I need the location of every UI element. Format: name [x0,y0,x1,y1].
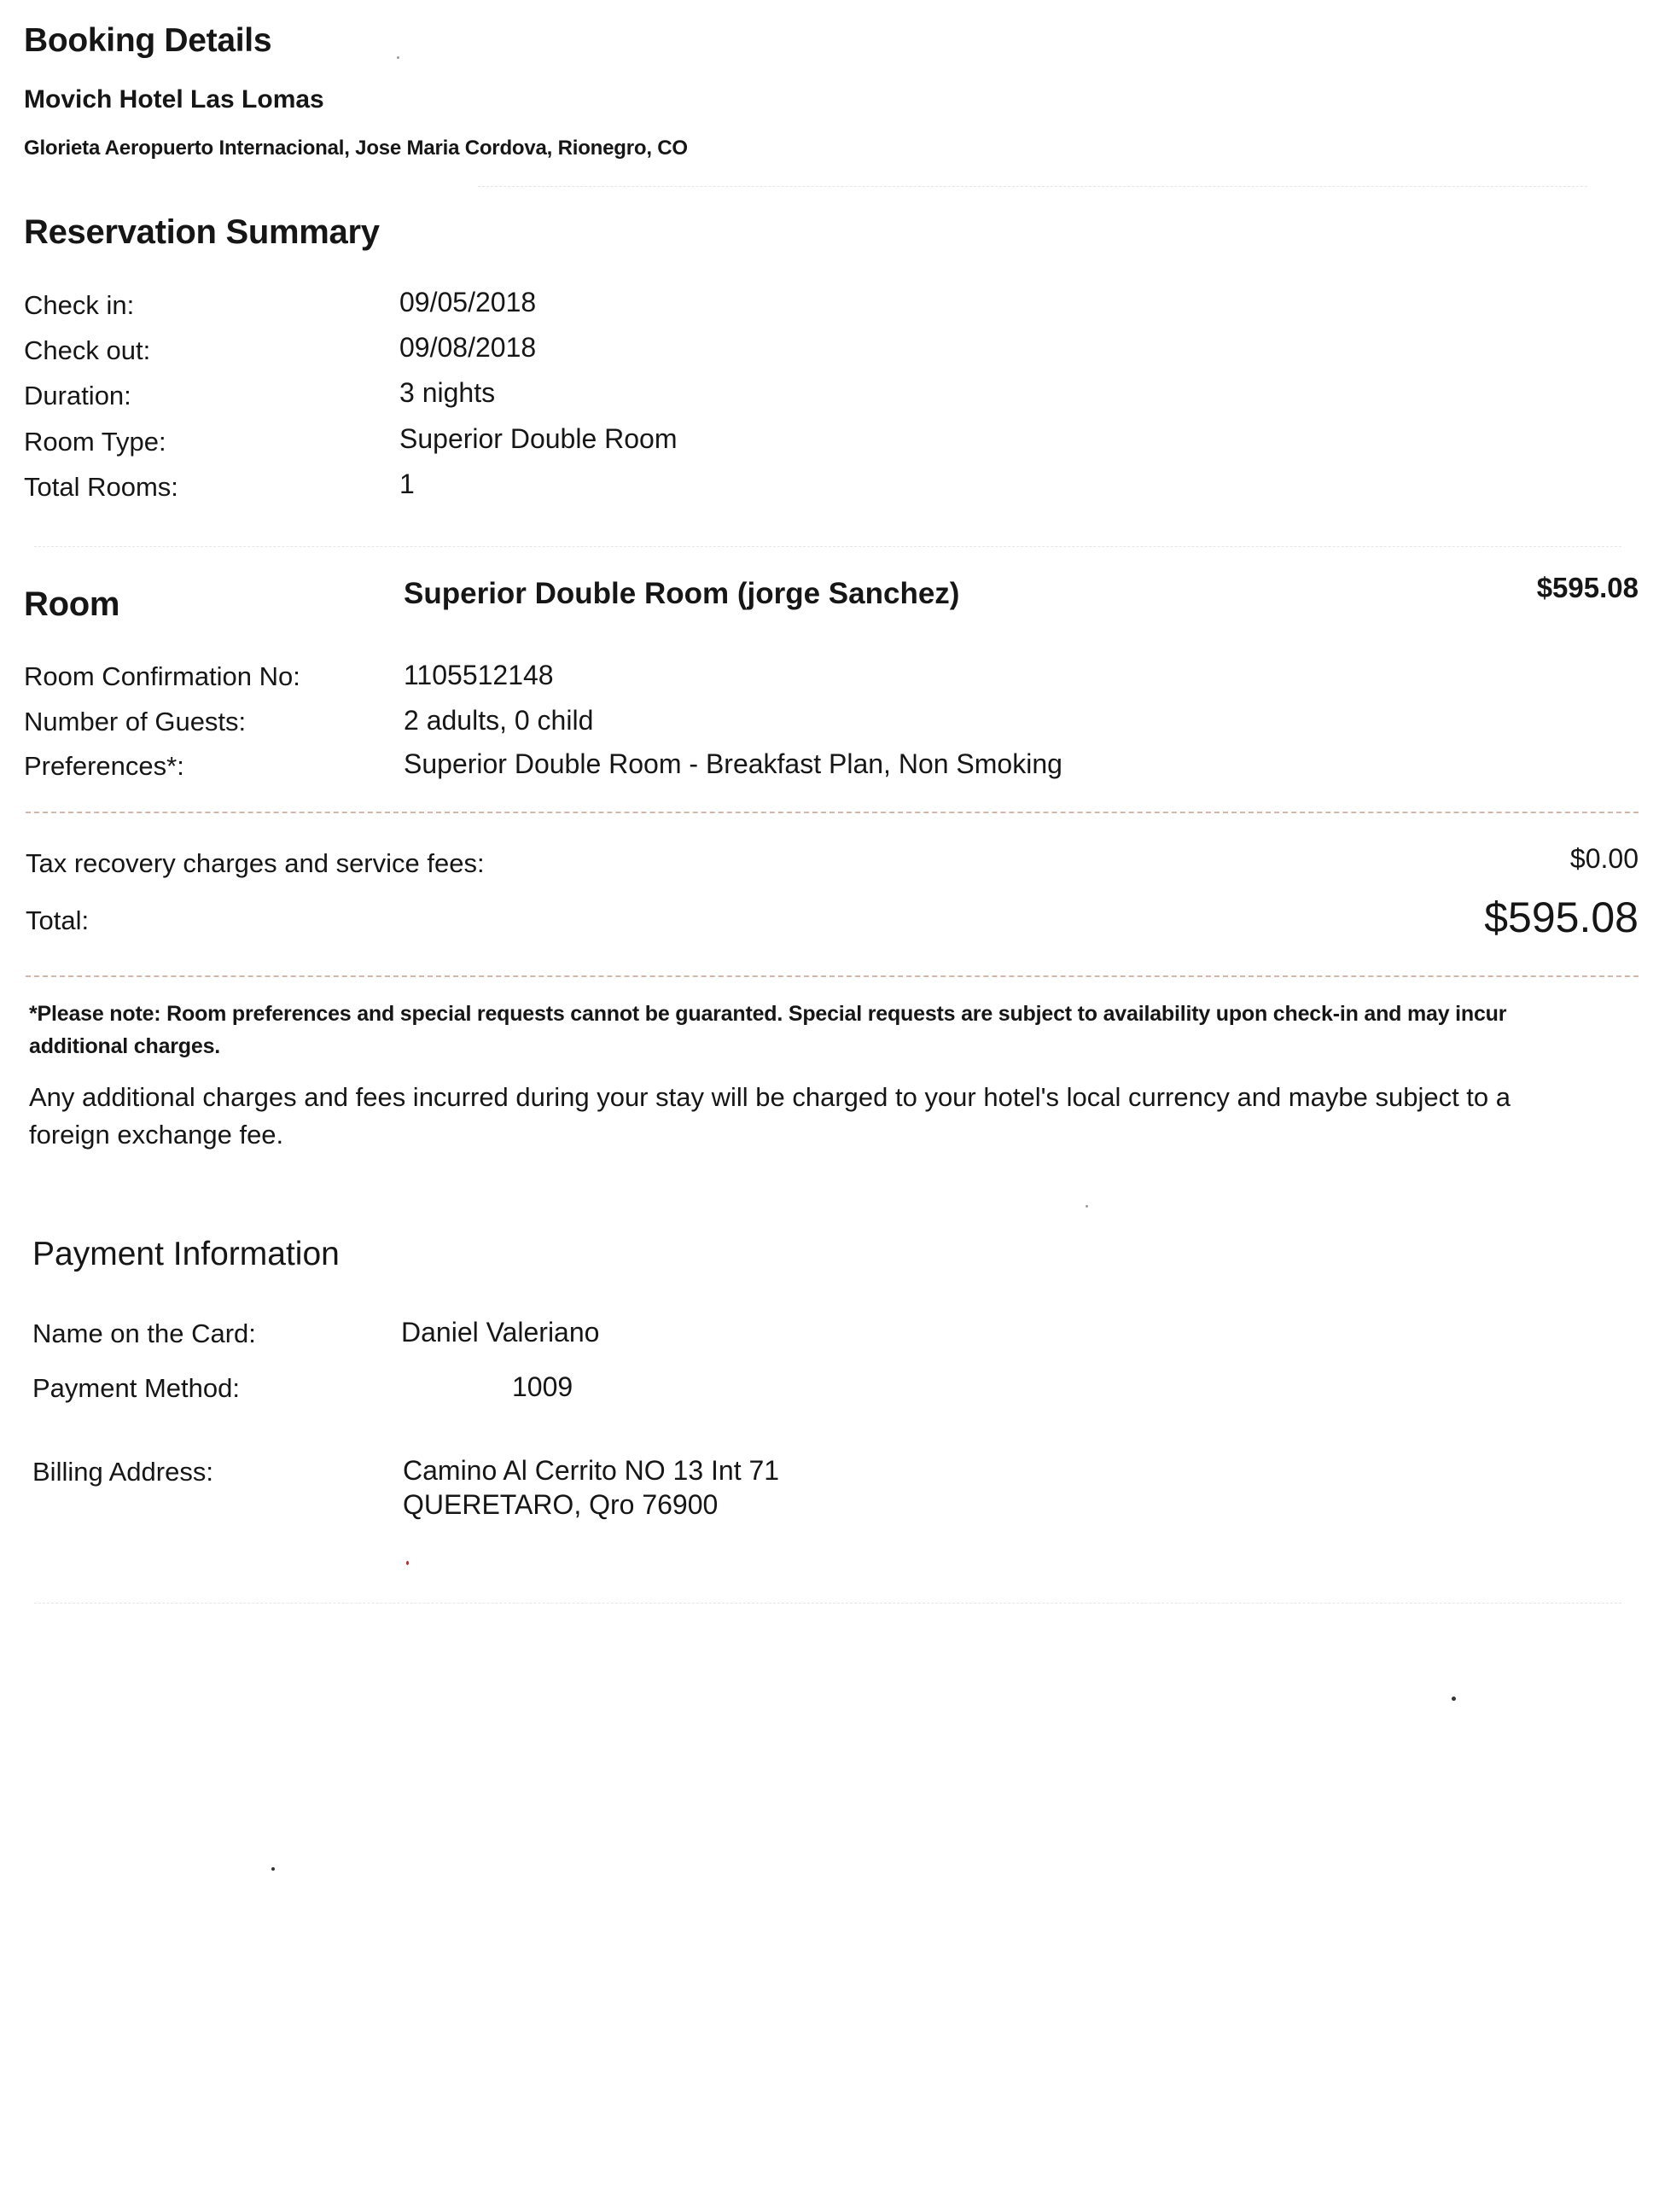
room-confirmation-value: 1105512148 [404,660,554,690]
hotel-name: Movich Hotel Las Lomas [24,85,324,114]
check-out-value: 09/08/2018 [399,332,537,363]
scan-speck [271,1867,275,1871]
room-type-value: Superior Double Room [399,423,678,454]
divider [26,812,1639,813]
billing-address-line2: QUERETARO, Qro 76900 [403,1489,719,1520]
number-of-guests-value: 2 adults, 0 child [404,705,594,736]
preferences-value: Superior Double Room - Breakfast Plan, Non Smoking [404,748,1062,779]
scan-speck [1086,1205,1088,1208]
check-in-value: 09/05/2018 [399,287,537,317]
total-value: $595.08 [1484,894,1639,941]
payment-information-title: Payment Information [32,1236,340,1272]
room-type-label: Room Type: [24,427,166,457]
scan-artifact [34,1603,1621,1604]
payment-method-value: 1009 [512,1371,573,1402]
scan-speck [1452,1697,1456,1701]
total-label: Total: [26,905,90,935]
scan-artifact [34,546,1621,547]
billing-address-line1: Camino Al Cerrito NO 13 Int 71 [403,1455,780,1486]
preferences-note-line2: additional charges. [29,1034,221,1058]
billing-address-label: Billing Address: [32,1457,213,1487]
page-title: Booking Details [24,22,272,59]
scan-speck [397,56,399,59]
total-rooms-value: 1 [399,469,415,499]
name-on-card-value: Daniel Valeriano [401,1317,600,1348]
reservation-summary-title: Reservation Summary [24,213,380,251]
charges-note-line1: Any additional charges and fees incurred during your stay will be charged to your hotel's local currency and maybe subject to a [29,1082,1511,1112]
room-heading: Room [24,585,120,623]
scan-artifact [478,186,1587,187]
check-out-label: Check out: [24,335,151,365]
name-on-card-label: Name on the Card: [32,1318,256,1348]
duration-value: 3 nights [399,377,496,408]
charges-note-line2: foreign exchange fee. [29,1120,284,1150]
room-title: Superior Double Room (jorge Sanchez) [404,577,960,610]
scan-speck [406,1561,409,1565]
preferences-label: Preferences*: [24,751,184,781]
check-in-label: Check in: [24,290,135,320]
number-of-guests-label: Number of Guests: [24,707,247,736]
preferences-note-line1: *Please note: Room preferences and special requests cannot be guaranted. Special requests are subject to availability upon check-in and may incur [29,1002,1507,1026]
room-price: $595.08 [1536,572,1639,603]
tax-fees-value: $0.00 [1569,843,1639,874]
total-rooms-label: Total Rooms: [24,472,178,502]
payment-method-label: Payment Method: [32,1373,240,1403]
divider [26,975,1639,977]
tax-fees-label: Tax recovery charges and service fees: [26,848,485,878]
duration-label: Duration: [24,381,131,410]
room-confirmation-label: Room Confirmation No: [24,661,300,691]
hotel-address: Glorieta Aeropuerto Internacional, Jose Maria Cordova, Rionegro, CO [24,137,688,160]
